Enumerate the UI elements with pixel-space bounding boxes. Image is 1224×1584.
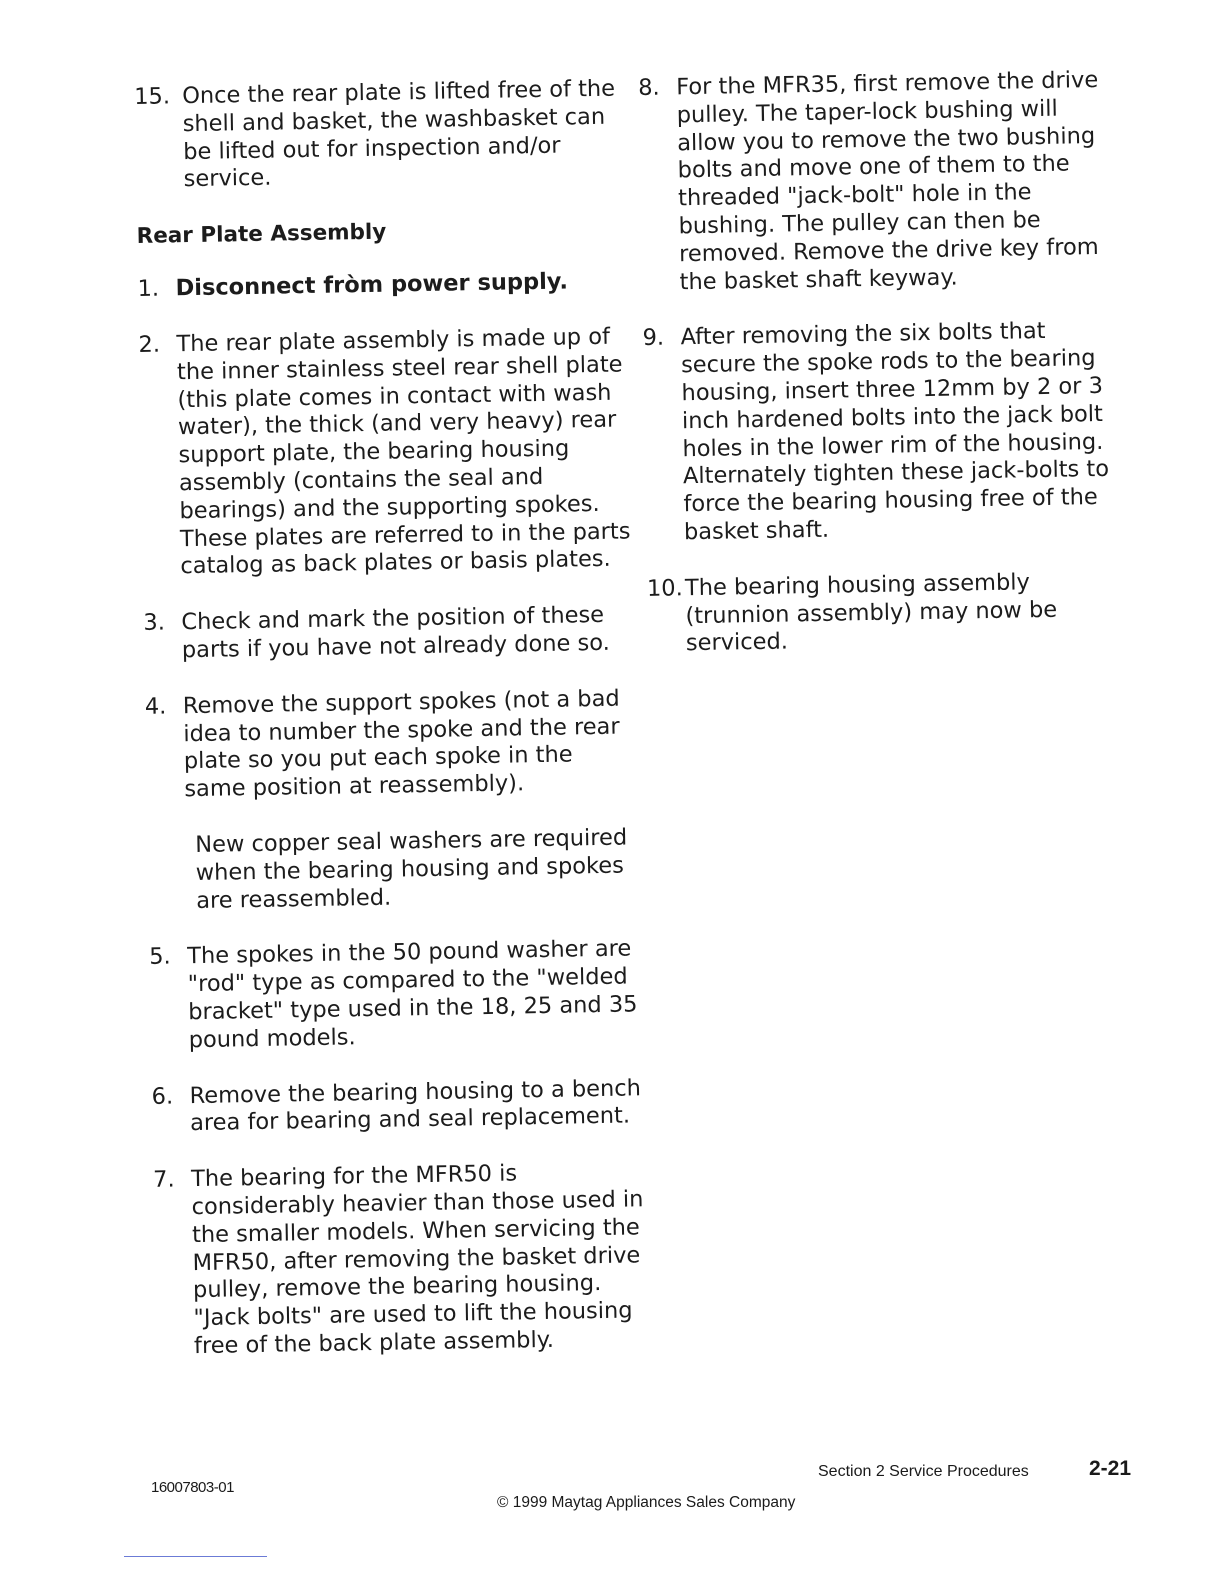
- step-text: Disconnect fròm power supply.: [175, 268, 569, 302]
- section-label: Section 2 Service Procedures: [818, 1463, 1029, 1480]
- step-4: [145, 685, 637, 805]
- step-number: 4.: [144, 693, 167, 720]
- step-6: [151, 1075, 642, 1139]
- step-text: For the MFR35, first remove the drive pulley. The taper-lock bushing will allow you to remove the two bushing bolts and move one of them to the threaded "jack-bolt" hole in the bushing. The pulley can then be removed. Remove the drive key from the basket shaft keyway.: [675, 66, 1099, 295]
- list-item-15: [134, 75, 626, 195]
- step-text: The spokes in the 50 pound washer are "rod" type as compared to the "welded bracket" type used in the 18, 25 and 35 pound models.: [187, 935, 638, 1053]
- step-text: Check and mark the position of these parts if you have not already done so.: [181, 602, 610, 664]
- step-5: [149, 936, 641, 1056]
- step-number: 2.: [138, 331, 161, 358]
- list-item-number: 15.: [134, 83, 171, 110]
- step-number: 5.: [149, 943, 171, 971]
- step-number: 10.: [646, 575, 683, 602]
- section-heading: Rear Plate Assembly: [136, 219, 387, 250]
- step-text: Remove the support spokes (not a bad idea to number the spoke and the rear plate so you put each spoke in the same position at reassembly).: [182, 685, 620, 803]
- step-text: The bearing for the MFR50 is considerably heavier than those used in the smaller models. When servicing the MFR50, after removing the basket drive pulley, remove the bearing housing. "Jack bolts" are used to lift the housing free of the back plate assembly.: [190, 1160, 644, 1360]
- page-number: 2-21: [1089, 1457, 1132, 1480]
- bottom-rule: [124, 1556, 267, 1557]
- step-4-note: New copper seal washers are required when the bearing housing and spokes are reassembled.: [195, 824, 628, 914]
- step-number: 1.: [137, 275, 160, 303]
- right-column: [638, 67, 1129, 687]
- step-1: [137, 268, 627, 304]
- step-10: [647, 567, 1128, 659]
- step-number: 8.: [638, 74, 660, 101]
- step-text: After removing the six bolts that secure the spoke rods to the bearing housing, insert three 12mm by 2 or 3 inch hardened bolts into the jack bolt holes in the lower rim of the housing. Alternately tighten these jack-bolts to force the bearing housing free of the basket shaft.: [680, 318, 1110, 546]
- document-number: 16007803-01: [151, 1479, 234, 1496]
- list-item-text: Once the rear plate is lifted free of the shell and basket, the washbasket can be lifted out for inspection and/or service.: [181, 75, 616, 193]
- step-text: The bearing housing assembly (trunnion assembly) may now be serviced.: [684, 568, 1058, 657]
- copyright-notice: © 1999 Maytag Appliances Sales Company: [497, 1494, 796, 1511]
- step-number: 7.: [152, 1166, 175, 1193]
- step-7: [153, 1158, 646, 1361]
- step-number: 3.: [143, 609, 166, 637]
- step-number: 6.: [151, 1082, 174, 1110]
- step-8: [638, 67, 1122, 298]
- step-number: 9.: [642, 324, 665, 352]
- step-2: [138, 323, 632, 582]
- step-text: The rear plate assembly is made up of the inner stainless steel rear shell plate (this plate comes in contact with wash water), the thick (and very heavy) rear support plate, the bearing housing assembly (contains the seal and bearings) and the supporting spokes. These plates are referred to in the parts catalog as back plates or basis plates.: [176, 323, 631, 580]
- step-text: Remove the bearing housing to a bench area for bearing and seal replacement.: [189, 1074, 642, 1137]
- step-9: [642, 317, 1126, 548]
- left-column: [134, 75, 647, 1389]
- step-3: [143, 602, 634, 666]
